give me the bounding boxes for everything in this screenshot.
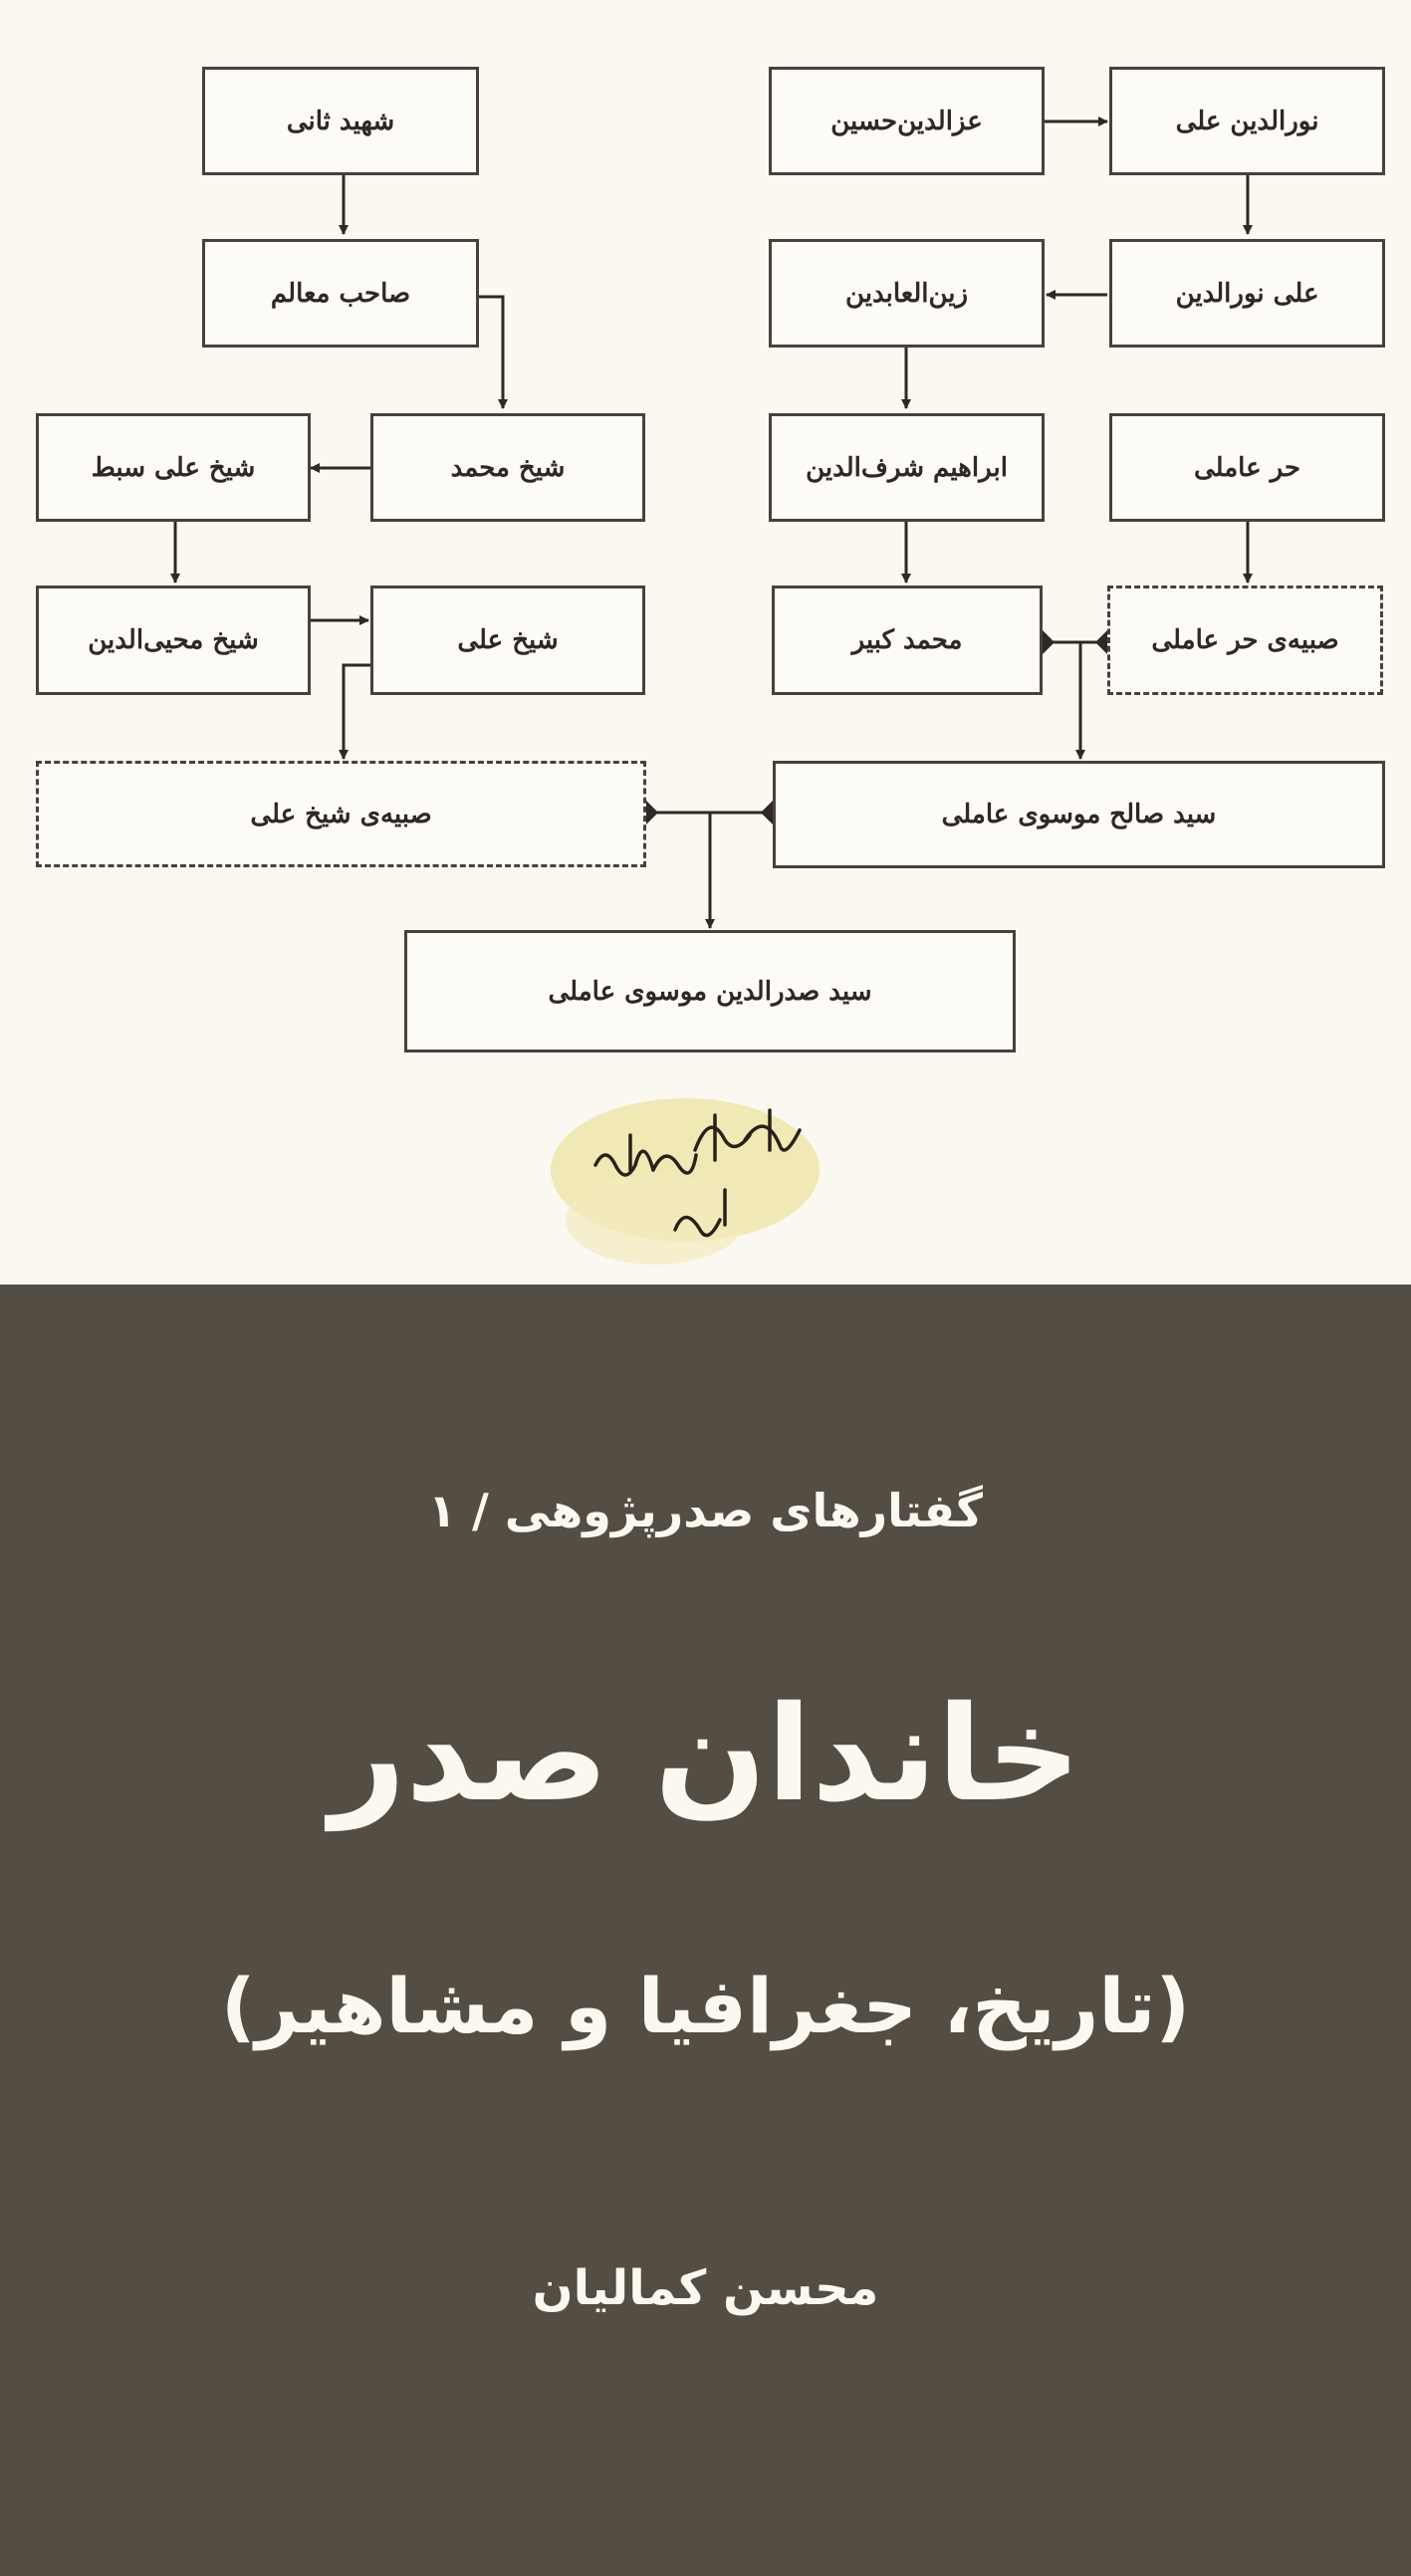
node-sheikh-mohammad: شیخ محمد xyxy=(370,413,645,522)
node-hor-ameli: حر عاملی xyxy=(1109,413,1385,522)
node-zeinolabedin: زین‌العابدین xyxy=(769,239,1045,348)
node-seyyed-saleh: سید صالح موسوی عاملی xyxy=(773,761,1385,868)
node-ebrahim-sharafeddin: ابراهیم شرف‌الدین xyxy=(769,413,1045,522)
book-title: خاندان صدر xyxy=(330,1678,1081,1831)
node-sheikh-mohyiddin: شیخ محیی‌الدین xyxy=(36,585,311,695)
node-ezzeddin-hossein: عزالدین‌حسین xyxy=(769,67,1045,175)
node-sheikh-ali: شیخ علی xyxy=(370,585,645,695)
calligraphy-signature xyxy=(536,1080,839,1280)
node-seyyed-sadreddin: سید صدرالدین موسوی عاملی xyxy=(404,930,1016,1053)
node-saheb-maalem: صاحب معالم xyxy=(202,239,479,348)
author-name: محسن کمالیان xyxy=(532,2260,879,2316)
node-sabieh-hor-ameli: صبیه‌ی حر عاملی xyxy=(1107,585,1383,695)
node-mohammad-kabir: محمد کبیر xyxy=(772,585,1043,695)
book-subtitle: (تاریخ، جغرافیا و مشاهیر) xyxy=(220,1962,1191,2050)
node-sheikh-ali-sebt: شیخ علی سبط xyxy=(36,413,311,522)
family-tree-panel xyxy=(0,0,1411,1285)
cover-panel xyxy=(0,1285,1411,2576)
series-title: گفتارهای صدرپژوهی / ۱ xyxy=(427,1484,984,1537)
node-sabieh-sheikh-ali: صبیه‌ی شیخ علی xyxy=(36,761,646,867)
node-nureddin-ali: نورالدین علی xyxy=(1109,67,1385,175)
node-shahid-sani: شهید ثانی xyxy=(202,67,479,175)
node-ali-nureddin: علی نورالدین xyxy=(1109,239,1385,348)
